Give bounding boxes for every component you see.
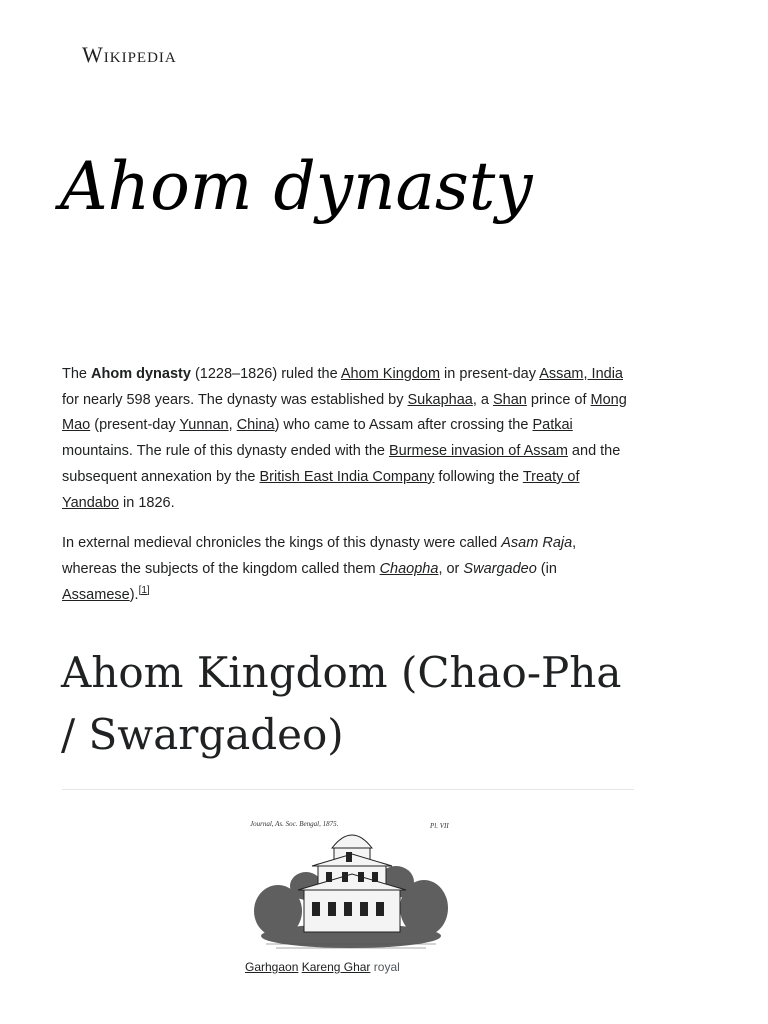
link-burmese-invasion[interactable]: Burmese invasion of Assam: [388, 443, 568, 460]
bold-term: Ahom dynasty: [91, 366, 191, 382]
text: and the subsequent annexation by the: [62, 443, 621, 485]
intro-paragraph-2: [62, 531, 634, 608]
italic-term: Asam Raja: [501, 535, 573, 552]
link-mong-mao[interactable]: Mong Mao: [62, 391, 627, 434]
text: royal: [370, 960, 400, 974]
link-kareng-ghar[interactable]: Kareng Ghar: [301, 960, 371, 974]
link-shan[interactable]: Shan: [492, 391, 527, 408]
text: (1228–1826) ruled the: [190, 366, 341, 382]
link-garhgaon[interactable]: Garhgaon: [245, 960, 299, 974]
link-assam-india[interactable]: Assam, India: [539, 366, 624, 382]
text: (present-day: [90, 417, 180, 434]
figure-caption: [245, 960, 400, 974]
section-heading[interactable]: Ahom Kingdom (Chao-Pha / Swargadeo): [61, 648, 622, 759]
link-chaopha[interactable]: Chaopha: [379, 560, 439, 577]
reference-link[interactable]: [1]: [138, 584, 150, 596]
text: , a: [472, 391, 493, 408]
text: The: [62, 366, 92, 382]
text: for nearly 598 years. The dynasty was established by: [62, 391, 408, 408]
text: ).: [129, 586, 139, 603]
section-divider: [62, 789, 634, 790]
page-title: Ahom dynasty: [60, 148, 533, 225]
article-intro: [62, 362, 634, 623]
text: ) who came to Assam after crossing the: [274, 417, 533, 434]
link-ahom-kingdom[interactable]: Ahom Kingdom: [340, 366, 441, 382]
link-yunnan[interactable]: Yunnan: [179, 417, 229, 434]
image-header-left: Journal, As. Soc. Bengal, 1875.: [250, 820, 339, 828]
link-sukaphaa[interactable]: Sukaphaa: [407, 391, 473, 408]
text: in present-day: [440, 366, 540, 382]
text: following the: [434, 468, 523, 485]
text: prince of: [526, 391, 591, 408]
text: in 1826.: [118, 494, 175, 511]
link-treaty-of-yandabo[interactable]: Treaty of Yandabo: [62, 468, 580, 511]
wikipedia-wordmark[interactable]: Wikipedia: [82, 42, 177, 67]
text: , whereas the subjects of the kingdom called them: [62, 535, 577, 577]
link-assamese[interactable]: Assamese: [62, 586, 130, 603]
intro-paragraph-1: [62, 362, 634, 516]
text: ,: [228, 417, 237, 434]
italic-term: Swargadeo: [463, 560, 537, 577]
image-header-right: Pl. VII: [430, 822, 449, 830]
text: (in: [536, 560, 557, 577]
link-china[interactable]: China: [236, 417, 275, 434]
kareng-ghar-image[interactable]: [246, 816, 456, 954]
link-british-east-india-company[interactable]: British East India Company: [259, 468, 435, 485]
text: In external medieval chronicles the kings of this dynasty were called: [62, 535, 502, 552]
text: , or: [438, 560, 464, 577]
link-patkai[interactable]: Patkai: [532, 417, 573, 434]
text: mountains. The rule of this dynasty ended with the: [62, 443, 389, 460]
